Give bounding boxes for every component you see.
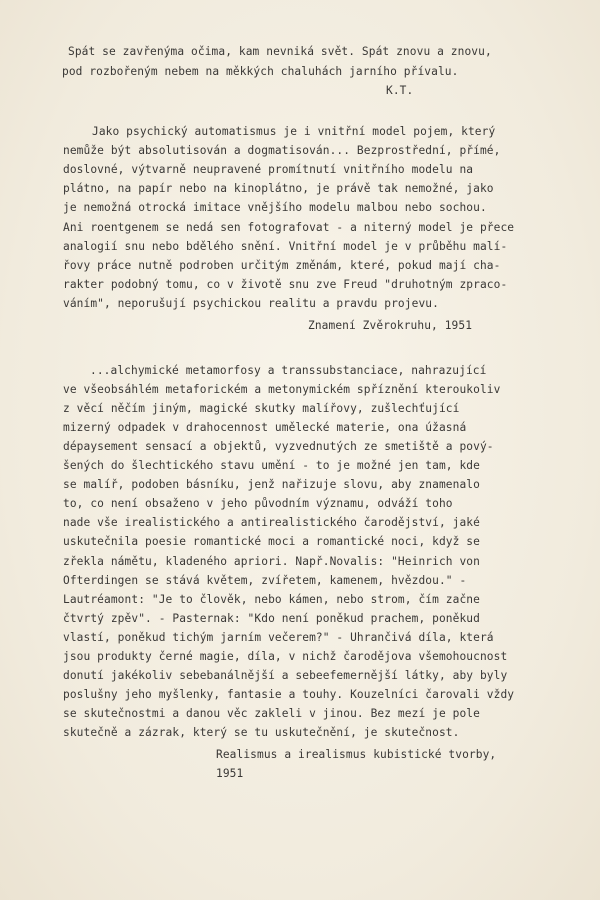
quote2-line: čtvrtý zpěv". - Pasternak: "Kdo není poněkud prachem, poněkud — [63, 612, 480, 625]
quote1-line: doslovné, výtvarně neupravené promítnutí vnitřního modelu na — [63, 163, 474, 176]
quote2-line: nade vše irealistického a antirealistického čarodějství, jaké — [63, 516, 480, 529]
quote2-line: zřekla námětu, kladeného apriori. Např.Novalis: "Heinrich von — [63, 555, 480, 568]
quote2-source: Realismus a irealismus kubistické tvorby, — [216, 748, 497, 761]
quote2-line: jsou produkty černé magie, díla, v nichž čarodějova všemohoucnost — [63, 650, 508, 663]
quote1-line: řovy práce nutně podroben určitým změnám, které, pokud mají cha- — [63, 259, 501, 272]
quote1-line: je nemožná otrocká imitace vnějšího modelu malbou nebo sochou. — [63, 201, 487, 214]
quote2-line: vlastí, poněkud tichým jarním večerem?" - Uhrančivá díla, která — [63, 631, 494, 644]
quote2-line: mizerný odpadek v drahocennost umělecké materie, ona úžasná — [63, 421, 467, 434]
quote2-line: Ofterdingen se stává květem, zvířetem, kamenem, hvězdou." - — [63, 574, 467, 587]
quote2-line: Lautréamont: "Je to člověk, nebo kámen, nebo strom, čím začne — [63, 593, 480, 606]
quote2-line: se malíř, podoben básníku, jenž nařizuje slovu, aby znamenalo — [63, 478, 480, 491]
quote1-line: rakter podobný tomu, co v životě snu zve Freud "druhotným zpraco- — [63, 278, 508, 291]
quote1-line: nemůže být absolutisován a dogmatisován... Bezprostřední, přímé, — [63, 144, 501, 157]
quote2-line: skutečně a zázrak, který se tu uskutečnění, je skutečnost. — [63, 726, 460, 739]
quote2-line: donutí jakékoliv sebebanálnější a sebeefemernější látky, aby byly — [63, 669, 508, 682]
epigraph-line: pod rozbořeným nebem na měkkých chaluhách jarního přívalu. — [62, 65, 459, 78]
quote1-line: Jako psychický automatismus je i vnitřní model pojem, který — [92, 125, 496, 138]
quote2-source-year: 1951 — [216, 767, 244, 780]
quote1-line: analogií snu nebo bdělého snění. Vnitřní model je v průběhu malí- — [63, 240, 508, 253]
quote2-line: uskutečnila poesie romantické moci a romantické noci, když se — [63, 535, 480, 548]
quote2-line: ve všeobsáhlém metaforickém a metonymickém spříznění kteroukoliv — [63, 383, 501, 396]
quote2-line: z věcí něčím jiným, magické skutky malířovy, zušlechťující — [63, 402, 460, 415]
epigraph-line: Spát se zavřenýma očima, kam nevniká svět. Spát znovu a znovu, — [68, 45, 492, 58]
quote2-line: ...alchymické metamorfosy a transsubstanciace, nahrazující — [90, 364, 487, 377]
quote2-line: poslušny jeho myšlenky, fantasie a touhy. Kouzelníci čarovali vždy — [63, 688, 515, 701]
quote1-line: váním", neporušují psychickou realitu a pravdu projevu. — [63, 297, 439, 310]
epigraph-signature: K.T. — [386, 84, 414, 97]
quote2-line: dépaysement sensací a objektů, vyzvednutých ze smetiště a pový- — [63, 440, 494, 453]
quote1-line: plátno, na papír nebo na kinoplátno, je právě tak nemožné, jako — [63, 182, 494, 195]
quote1-line: Ani roentgenem se nedá sen fotografovat - a niterný model je přece — [63, 221, 515, 234]
quote2-line: to, co není obsaženo v jeho původním významu, odváží toho — [63, 497, 453, 510]
quote1-source: Znamení Zvěrokruhu, 1951 — [308, 319, 473, 332]
quote2-line: se skutečnostmi a danou věc zakleli v jinou. Bez mezí je pole — [63, 707, 480, 720]
quote2-line: šených do šlechtického stavu umění - to je možné jen tam, kde — [63, 459, 480, 472]
